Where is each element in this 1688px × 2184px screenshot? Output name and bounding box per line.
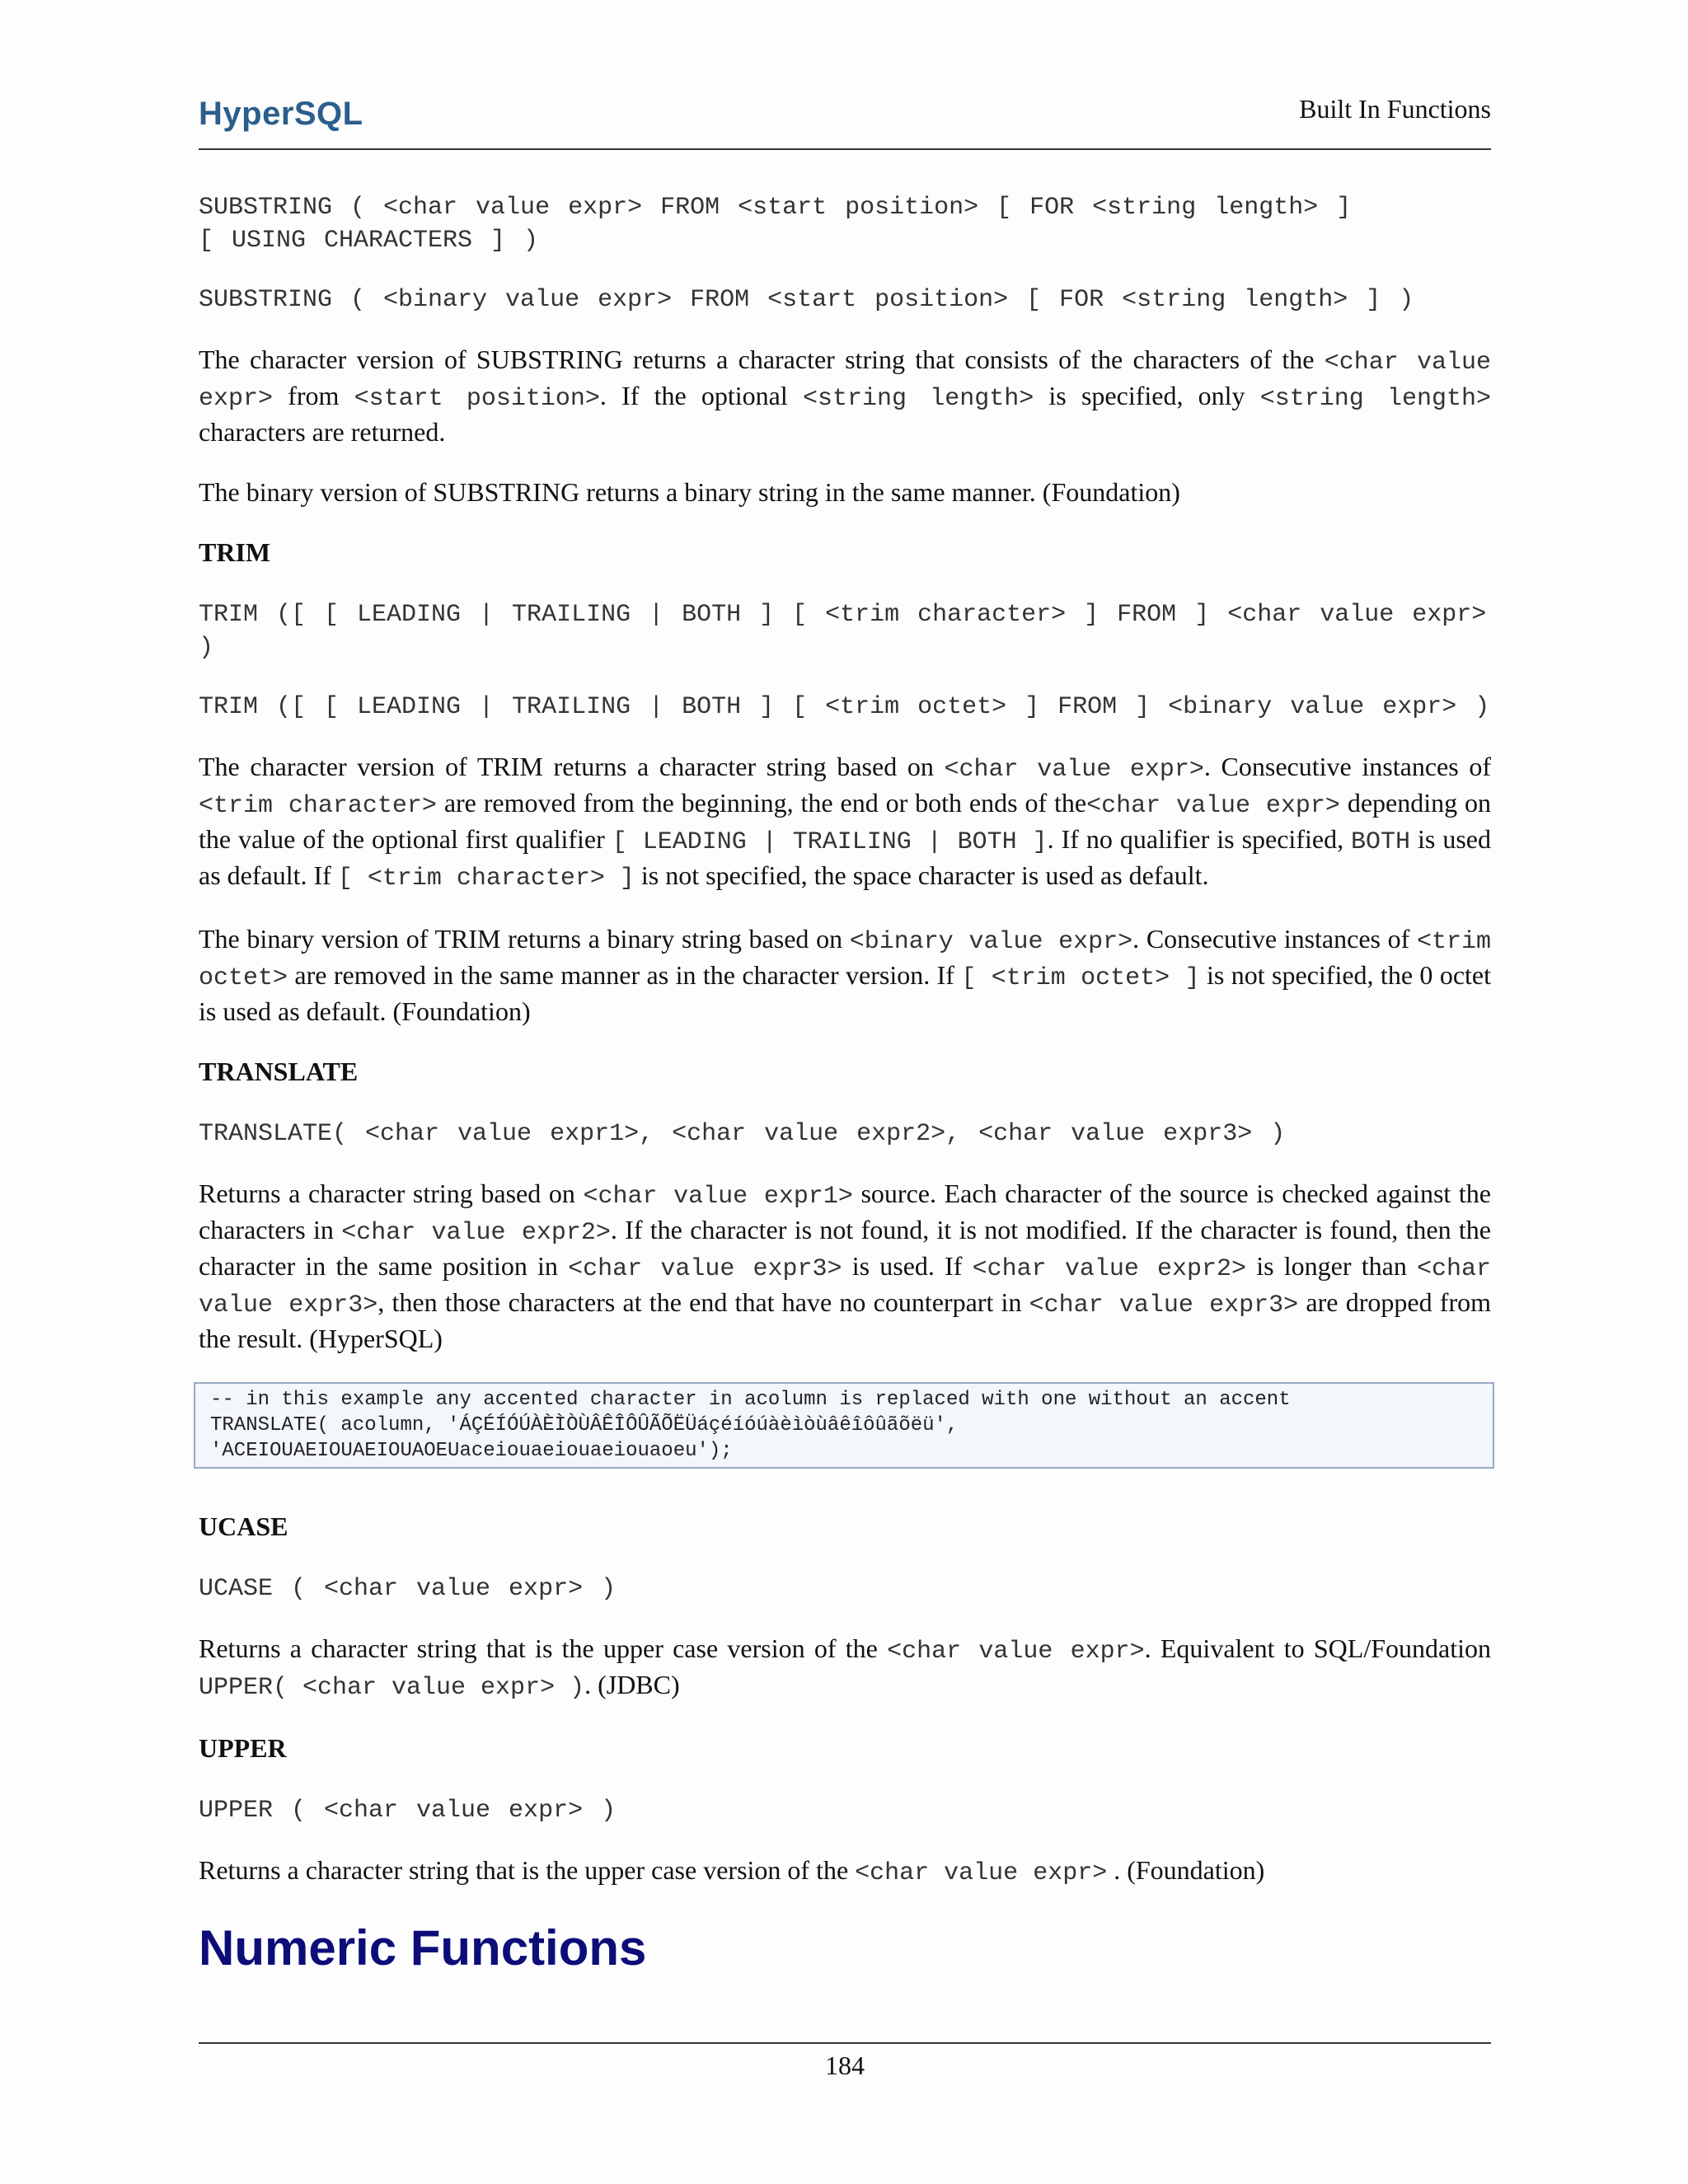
hypersql-logo: HyperSQL (199, 96, 363, 132)
trim-description: The character version of TRIM returns a character string based on <char value expr>. Consecutive instances of <trim character> are removed from the beginning, the end or both ends of the<char value expr> depending on the value of the optional first qualifier [ LEADING | TRAILING | BOTH ]. If no qualifier is specified, BOTH is used as default. If [ <trim character> ] is not specified, the space character is used as default. (199, 752, 1492, 893)
page-header (199, 91, 1491, 150)
trim-syntax-char: TRIM ([ [ LEADING | TRAILING | BOTH ] [ <trim character> ] FROM ] <char value expr> ) (199, 601, 1505, 662)
page-number: 184 (825, 2050, 865, 2080)
upper-heading: UPPER (199, 1733, 287, 1763)
translate-description: Returns a character string based on <char value expr1> source. Each character of the source is checked against the characters in <char value expr2>. If the character is not found, it is not modified. If the character is found, then the character in the same position in <char value expr3> is used. If <char value expr2> is longer than <char value expr3>, then those characters at the end that have no counterpart in <char value expr3> are dropped from the result. (HyperSQL) (199, 1179, 1492, 1353)
upper-syntax: UPPER ( <char value expr> ) (199, 1797, 617, 1825)
trim-binary-description: The binary version of TRIM returns a binary string based on <binary value expr>. Consecutive instances of <trim octet> are removed in the same manner as in the character version. If [ <trim octet> ] is not specified, the 0 octet is used as default. (Foundation) (199, 924, 1492, 1026)
ucase-description: Returns a character string that is the upper case version of the <char value expr>. Equivalent to SQL/Foundation UPPER( <char value expr> ). (JDBC) (199, 1633, 1492, 1702)
translate-code-example: -- in this example any accented character in acolumn is replaced with one without an accent TRANSLATE( acolumn, 'ÁÇÉÍÓÚÀÈÌÒÙÂÊÎÔÛÃÕËÜáçéíóúàèìòùâêîôûãõëü', 'ACEIOUAEIOUAEIOUAOEUaceiouaeiouaeiouaoeu'); (194, 1382, 1494, 1469)
translate-heading: TRANSLATE (199, 1057, 359, 1086)
section-title: Numeric Functions (199, 1920, 647, 1975)
substring-description: The character version of SUBSTRING returns a character string that consists of the characters of the <char value expr> from <start position>. If the optional <string length> is specified, only <string length> characters are returned. (199, 344, 1492, 447)
content (199, 191, 1505, 1980)
ucase-heading: UCASE (199, 1511, 288, 1541)
translate-syntax: TRANSLATE( <char value expr1>, <char value expr2>, <char value expr3> ) (199, 1120, 1286, 1148)
substring-syntax-char: SUBSTRING ( <char value expr> FROM <start position> [ FOR <string length> ] [ USING CHARACTERS ] ) (199, 194, 1352, 255)
ucase-syntax: UCASE ( <char value expr> ) (199, 1575, 617, 1603)
substring-binary-description: The binary version of SUBSTRING returns a binary string in the same manner. (Foundation) (199, 477, 1180, 507)
page-footer (199, 2042, 1491, 2081)
header-title: Built In Functions (1299, 94, 1491, 124)
upper-description: Returns a character string that is the upper case version of the <char value expr> . (Foundation) (199, 1855, 1265, 1887)
trim-heading: TRIM (199, 537, 271, 567)
trim-syntax-binary: TRIM ([ [ LEADING | TRAILING | BOTH ] [ <trim octet> ] FROM ] <binary value expr> ) (199, 693, 1490, 721)
substring-syntax-binary: SUBSTRING ( <binary value expr> FROM <start position> [ FOR <string length> ] ) (199, 286, 1414, 314)
